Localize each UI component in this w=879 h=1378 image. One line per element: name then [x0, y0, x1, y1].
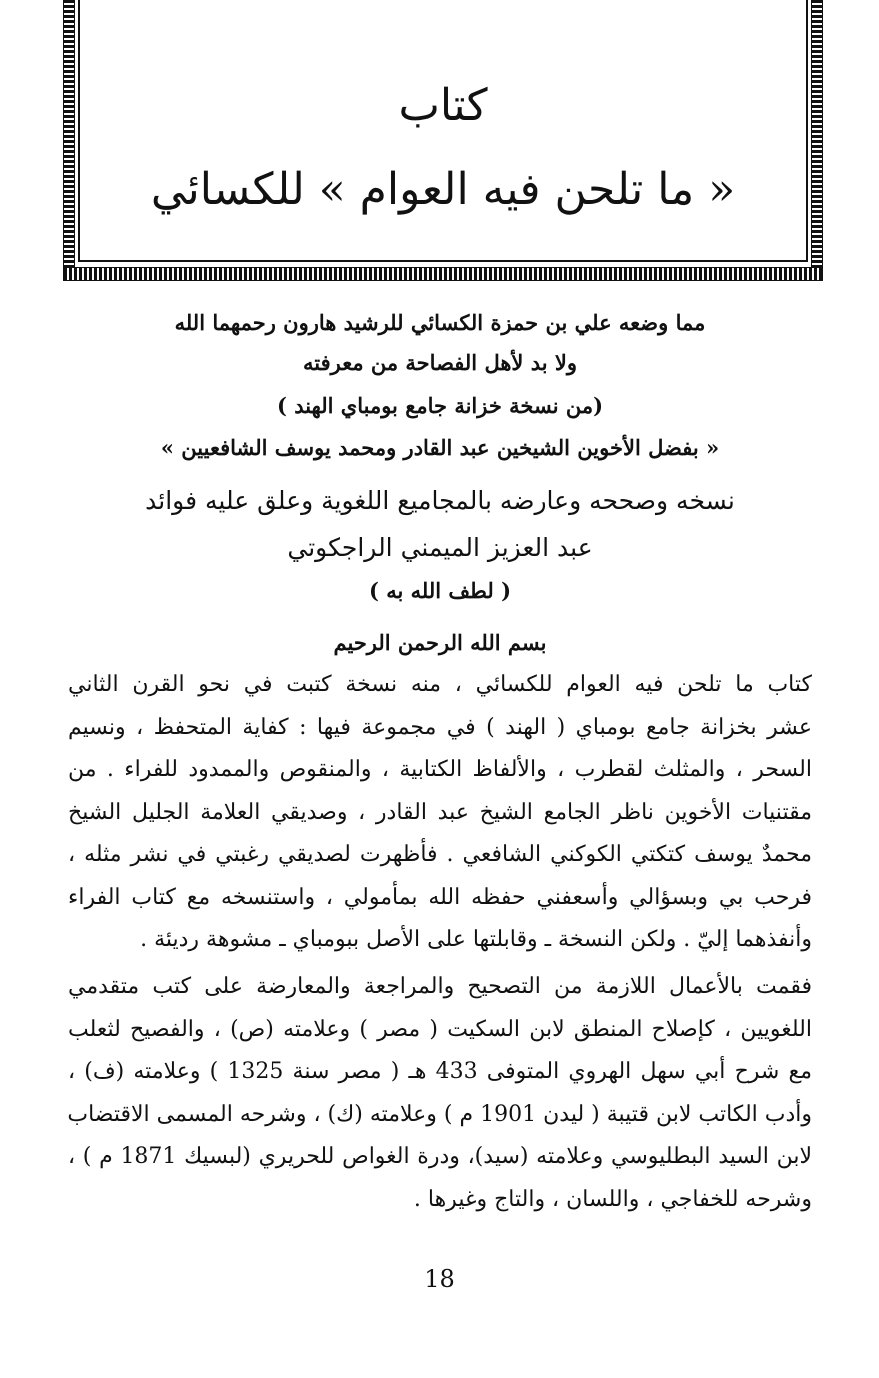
frame-border-bottom — [64, 268, 822, 280]
paragraph-1-line: فرحب بي وبسؤالي وأسعفني حفظه الله بمأمولي ، واستنسخه مع كتاب الفراء — [68, 884, 812, 910]
paragraph-1-line: مقتنيات الأخوين ناظر الجامع الشيخ عبد القادر ، وصديقي العلامة الجليل الشيخ — [68, 799, 812, 825]
paragraph-2-line: وشرحه للخفاجي ، واللسان ، والتاج وغيرها . — [413, 1186, 812, 1212]
book-title-label: كتاب — [398, 80, 488, 131]
paragraph-2 — [68, 966, 812, 1221]
frame-border-right — [812, 0, 822, 280]
subtitle-line-2: ولا بد لأهل الفصاحة من معرفته — [302, 350, 578, 375]
paragraph-2-line: اللغويين ، كإصلاح المنطق لابن السكيت ( مصر ) وعلامته (ص) ، والفصيح لثعلب — [68, 1016, 812, 1042]
paragraph-1-line: السحر ، والمثلث لقطرب ، والألفاظ الكتابية ، والمنقوص والممدود للفراء . من — [68, 757, 812, 782]
paragraph-2-line: مع شرح أبي سهل الهروي المتوفى 433 هـ ( مصر سنة 1325 ) وعلامته (ف) ، — [68, 1059, 812, 1084]
paragraph-1-line: كتاب ما تلحن فيه العوام للكسائي ، منه نسخة كتبت في نحو القرن الثاني — [68, 672, 812, 697]
paragraph-1-line: وأنفذهما إليّ . ولكن النسخة ـ وقابلتها على الأصل ببومباي ـ مشوهة رديئة . — [140, 927, 812, 952]
title-frame — [64, 0, 822, 280]
paragraph-2-line: وأدب الكاتب لابن قتيبة ( ليدن 1901 م ) وعلامته (ك) ، وشرحه المسمى الاقتضاب — [67, 1101, 812, 1127]
editor-name: عبد العزيز الميمني الراجكوتي — [287, 533, 593, 562]
paragraph-2-line: فقمت بالأعمال اللازمة من التصحيح والمراجعة والمعارضة على كتب متقدمي — [68, 974, 812, 999]
paragraph-1-line: عشر بخزانة جامع بومباي ( الهند ) في مجموعة فيها : كفاية المتحفظ ، ونسيم — [68, 714, 812, 740]
page-number: 18 — [424, 1265, 455, 1293]
frame-border-left — [64, 0, 74, 280]
editor-prayer: ( لطف الله به ) — [368, 578, 512, 603]
paragraph-2-line: لابن السيد البطليوسي وعلامته (سيد)، ودرة الغواص للحريري (لبسيك 1871 م ) ، — [68, 1144, 812, 1169]
editor-credit-line-1: نسخه وصححه وعارضه بالمجاميع اللغوية وعلق عليه فوائد — [145, 486, 735, 515]
paragraph-1 — [68, 664, 812, 962]
frame-inner-line-bottom — [78, 260, 808, 262]
subtitle-line-1: مما وضعه علي بن حمزة الكسائي للرشيد هارون رحمهما الله — [174, 310, 706, 335]
book-title: « ما تلحن فيه العوام » للكسائي — [150, 164, 736, 215]
subtitle-line-4: « بفضل الأخوين الشيخين عبد القادر ومحمد يوسف الشافعيين » — [160, 435, 720, 460]
basmala: بسم الله الرحمن الرحيم — [333, 630, 547, 655]
paragraph-1-line: محمدٌ يوسف كتكتي الكوكني الشافعي . فأظهرت لصديقي رغبتي في نشر مثله ، — [68, 842, 812, 867]
subtitle-line-3: (من نسخة خزانة جامع بومباي الهند ) — [276, 393, 604, 418]
